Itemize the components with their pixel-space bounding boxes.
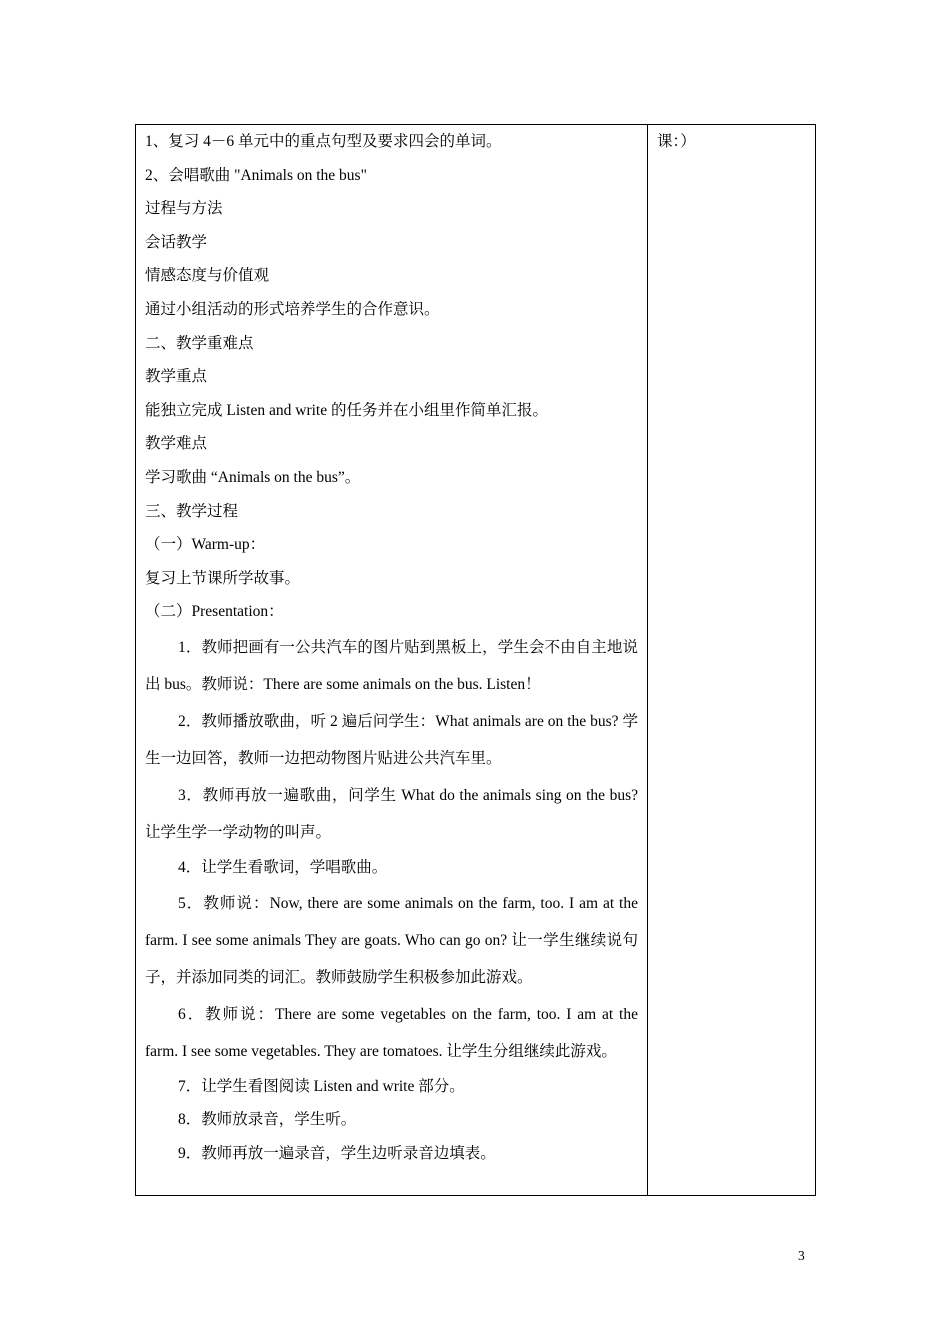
- section-2-heading: 二、教学重难点: [145, 334, 254, 352]
- key-points-text: 能独立完成 Listen and write 的任务并在小组里作简单汇报。: [145, 401, 548, 419]
- page-number: 3: [798, 1248, 805, 1263]
- objective-line-1: 1、复习 4－6 单元中的重点句型及要求四会的单词。: [145, 133, 502, 150]
- difficult-points-heading: 教学难点: [145, 435, 208, 453]
- step-8: 8．教师放录音，学生听。: [178, 1111, 357, 1129]
- lesson-plan-table: [135, 124, 816, 1196]
- process-method-text: 会话教学: [145, 233, 208, 251]
- objective-line-2: 2、会唱歌曲 "Animals on the bus": [145, 166, 367, 184]
- step-6: 6．教师说：There are some vegetables on the farm, too. I am at the farm. I see some vegetables. They are tomatoes. 让学生分组继续此游戏。: [145, 1005, 638, 1060]
- process-method-heading: 过程与方法: [145, 200, 223, 218]
- warm-up-text: 复习上节课所学故事。: [145, 569, 301, 587]
- attitude-values-heading: 情感态度与价值观: [145, 267, 270, 285]
- warm-up-heading: （一）Warm-up：: [145, 536, 266, 554]
- section-3-heading: 三、教学过程: [145, 502, 239, 520]
- step-5: 5．教师说：Now, there are some animals on the farm, too. I am at the farm. I see some animals They are goats. Who can go on? 让一学生继续说句子，并添加同类的词汇。教师鼓励学生积极参加此游戏。: [145, 894, 638, 986]
- side-note-cell: [648, 125, 816, 1195]
- step-1: 1．教师把画有一公共汽车的图片贴到黑板上，学生会不由自主地说出 bus。教师说：There are some animals on the bus. Listen！: [145, 638, 638, 693]
- lesson-content-cell: [136, 125, 646, 1195]
- attitude-values-text: 通过小组活动的形式培养学生的合作意识。: [145, 300, 440, 318]
- side-note: 课：）: [657, 133, 696, 150]
- difficult-points-text: 学习歌曲 “Animals on the bus”。: [145, 468, 361, 486]
- step-2: 2．教师播放歌曲，听 2 遍后问学生：What animals are on the bus? 学生一边回答，教师一边把动物图片贴进公共汽车里。: [145, 712, 638, 767]
- step-9: 9．教师再放一遍录音，学生边听录音边填表。: [178, 1144, 496, 1162]
- key-points-heading: 教学重点: [145, 368, 208, 386]
- presentation-heading: （二）Presentation：: [145, 603, 284, 621]
- step-4: 4．让学生看歌词，学唱歌曲。: [178, 858, 388, 876]
- step-7: 7．让学生看图阅读 Listen and write 部分。: [178, 1077, 465, 1095]
- step-3: 3．教师再放一遍歌曲，问学生 What do the animals sing on the bus? 让学生学一学动物的叫声。: [145, 786, 638, 841]
